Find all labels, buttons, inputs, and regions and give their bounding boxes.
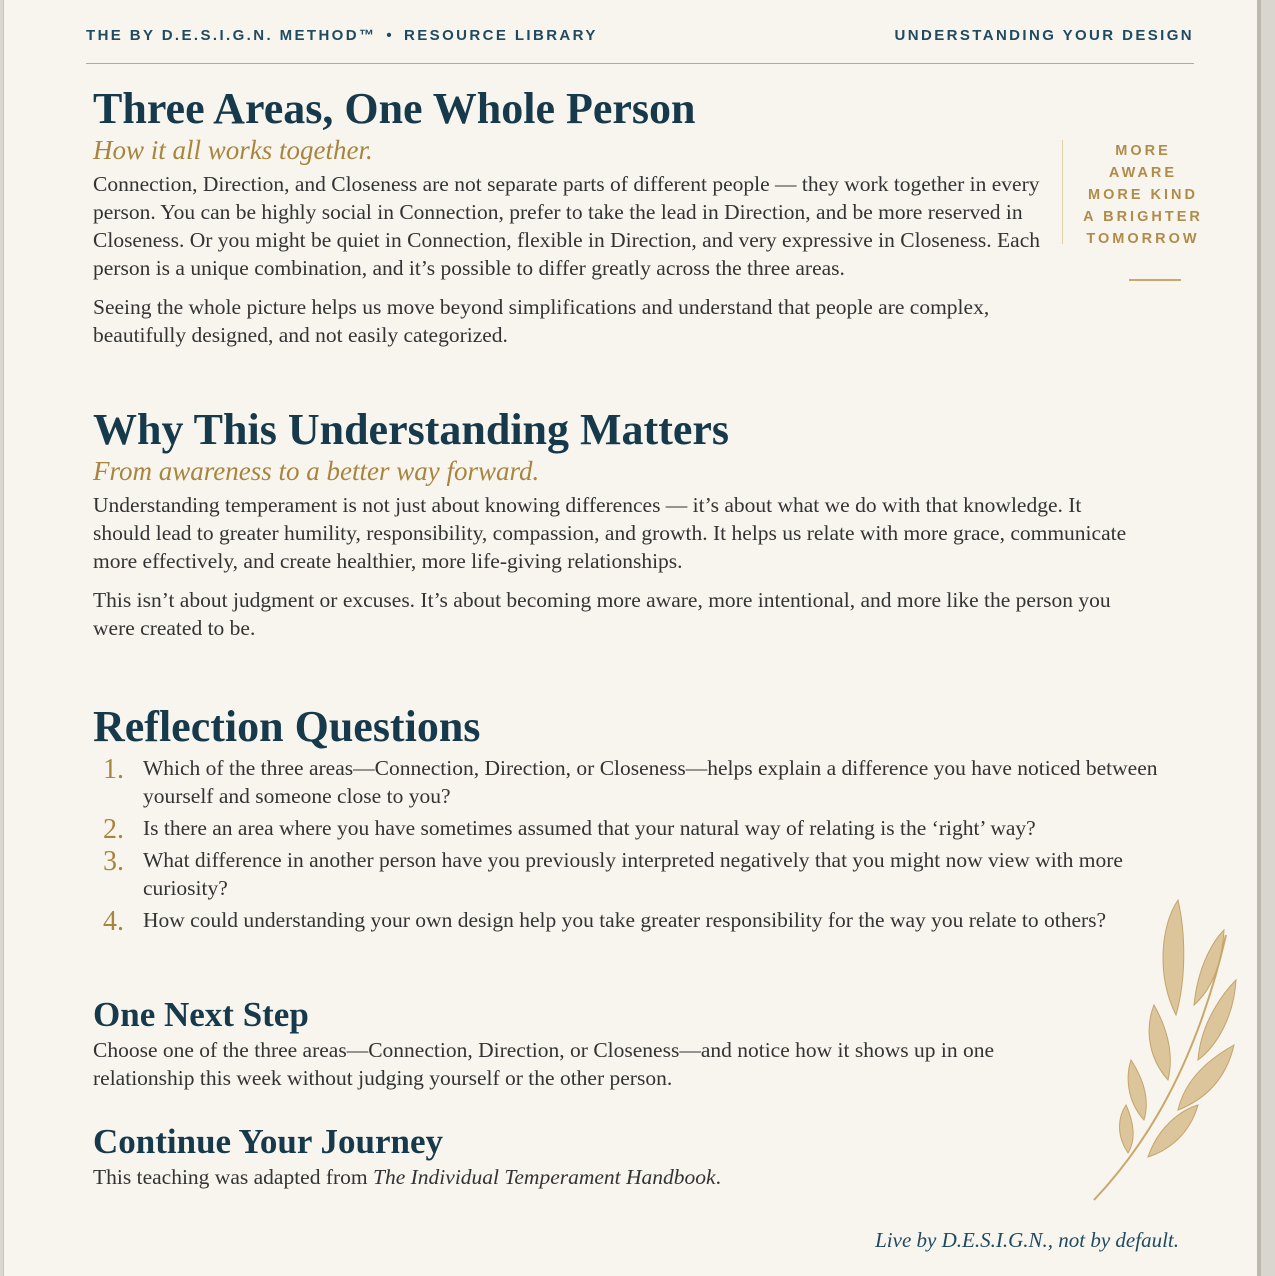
section-next-step bbox=[93, 994, 1093, 1092]
section-title: Three Areas, One Whole Person bbox=[93, 84, 696, 133]
motto-line: AWARE bbox=[1108, 165, 1178, 181]
section-subtitle: From awareness to a better way forward. bbox=[93, 456, 540, 486]
motto-line: A BRIGHTER bbox=[1083, 209, 1203, 225]
brand-name: THE BY D.E.S.I.G.N. METHOD™ bbox=[86, 27, 377, 44]
tagline: Live by D.E.S.I.G.N., not by default. bbox=[875, 1228, 1179, 1252]
library-name: RESOURCE LIBRARY bbox=[404, 27, 598, 44]
header-section-title: UNDERSTANDING YOUR DESIGN bbox=[894, 27, 1194, 44]
sidebar-motto bbox=[1062, 140, 1223, 247]
header-brand-line bbox=[86, 27, 598, 44]
journey-text-suffix: . bbox=[715, 1165, 721, 1189]
question-text: Which of the three areas—Connection, Direction, or Closeness—helps explain a difference you have noticed between yourself and someone close to you? bbox=[143, 756, 1158, 808]
document-page bbox=[3, 0, 1261, 1276]
motto-divider bbox=[1129, 279, 1181, 281]
section-subtitle: How it all works together. bbox=[93, 135, 373, 165]
paragraph bbox=[93, 1163, 1093, 1191]
list-item bbox=[93, 754, 1173, 810]
section-why-matters bbox=[93, 405, 1133, 642]
question-number: 1. bbox=[103, 754, 124, 785]
list-item bbox=[93, 846, 1173, 902]
olive-branch-icon bbox=[1086, 895, 1246, 1205]
section-title: One Next Step bbox=[93, 995, 309, 1034]
journey-text-prefix: This teaching was adapted from bbox=[93, 1165, 374, 1189]
section-reflection bbox=[93, 702, 1173, 938]
book-title: The Individual Temperament Handbook bbox=[373, 1165, 716, 1189]
question-text: How could understanding your own design help you take greater responsibility for the way you relate to others? bbox=[143, 908, 1107, 932]
question-text: What difference in another person have you previously interpreted negatively that you might now view with more curiosity? bbox=[143, 848, 1123, 900]
motto-line: TOMORROW bbox=[1086, 231, 1200, 247]
question-number: 4. bbox=[103, 906, 124, 937]
reflection-question-list bbox=[93, 754, 1173, 937]
section-whole-person bbox=[93, 84, 1068, 349]
paragraph: This isn’t about judgment or excuses. It’s about becoming more aware, more intentional, and more like the person you were created to be. bbox=[93, 588, 1111, 640]
paragraph: Choose one of the three areas—Connection, Direction, or Closeness—and notice how it shows up in one relationship this week without judging yourself or the other person. bbox=[93, 1038, 995, 1090]
header-separator: • bbox=[386, 27, 395, 44]
paragraph: Understanding temperament is not just about knowing differences — it’s about what we do with that knowledge. It should lead to greater humility, responsibility, compassion, and growth. It helps us relate with more grace, communicate more effectively, and create healthier, more life-giving relationships. bbox=[93, 493, 1127, 573]
motto-line: MORE bbox=[1115, 143, 1171, 159]
section-journey bbox=[93, 1121, 1093, 1191]
list-item bbox=[93, 906, 1173, 937]
section-title: Reflection Questions bbox=[93, 702, 481, 751]
paragraph: Connection, Direction, and Closeness are not separate parts of different people — they work together in every person. You can be highly social in Connection, prefer to take the lead in Direction, and be more reserved in Closeness. Or you might be quiet in Connection, flexible in Direction, and very expressive in Closeness. Each person is a unique combination, and it’s possible to differ greatly across the three areas. bbox=[93, 172, 1040, 280]
question-number: 2. bbox=[103, 814, 124, 845]
page-header bbox=[86, 27, 1194, 64]
question-number: 3. bbox=[103, 846, 124, 877]
list-item bbox=[93, 814, 1173, 845]
motto-line: MORE KIND bbox=[1088, 187, 1198, 203]
section-title: Continue Your Journey bbox=[93, 1122, 444, 1161]
paragraph: Seeing the whole picture helps us move beyond simplifications and understand that people are complex, beautifully designed, and not easily categorized. bbox=[93, 295, 990, 347]
section-title: Why This Understanding Matters bbox=[93, 405, 730, 454]
question-text: Is there an area where you have sometimes assumed that your natural way of relating is the ‘right’ way? bbox=[143, 816, 1036, 840]
